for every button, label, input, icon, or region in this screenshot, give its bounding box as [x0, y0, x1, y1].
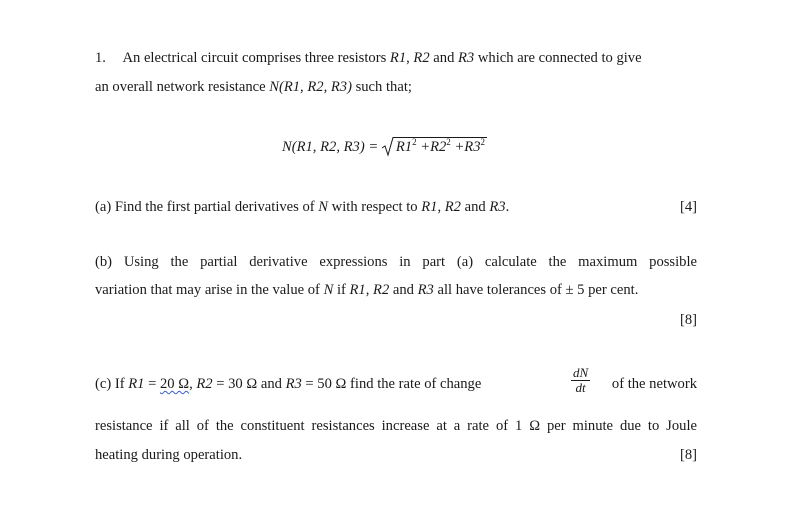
args: (R1, R2, R3): [278, 79, 352, 95]
intro-text-2-end: such that;: [351, 79, 412, 95]
var-r2: R2: [413, 50, 430, 66]
term-r3: +R3: [454, 139, 481, 155]
var-r1: R1: [349, 282, 366, 298]
radicand: [394, 137, 487, 156]
sep: ,: [406, 50, 414, 66]
intro-text-2: an overall network resistance: [95, 79, 270, 95]
and: and: [460, 199, 490, 215]
part-b-text: variation that may arise in the value of: [95, 282, 324, 298]
square-root: [382, 137, 487, 156]
part-c-text-end: heating during operation.: [95, 447, 243, 463]
part-a-text: (a) Find the first partial derivatives of: [95, 199, 319, 215]
var-r3: R3: [417, 282, 434, 298]
sep: ,: [437, 199, 445, 215]
question-intro-line-2: [95, 79, 697, 96]
equals: =: [144, 376, 160, 392]
part-c-line-3: [95, 447, 697, 464]
if: if: [333, 282, 350, 298]
frac-denominator: dt: [575, 380, 586, 395]
var-n: N: [318, 199, 329, 215]
derivative-fraction: [565, 366, 596, 395]
var-r2: R2: [373, 282, 390, 298]
part-a: [95, 199, 697, 216]
term-r1: R1: [395, 139, 413, 155]
and: and: [389, 282, 418, 298]
var-r2: R2: [196, 376, 213, 392]
exp-3: 2: [480, 137, 485, 147]
part-b-line-1: (b) Using the partial derivative expressions in part (a) calculate the maximum possible: [95, 254, 697, 270]
value-r1: 20 Ω: [159, 376, 190, 392]
network-equation: [282, 137, 487, 156]
equation-lhs: N(R1, R2, R3) =: [282, 139, 379, 155]
var-r3: R3: [285, 376, 302, 392]
sep: ,: [189, 376, 197, 392]
marks-c: [8]: [679, 447, 697, 463]
part-c-lead-end: of the network: [611, 376, 697, 392]
question-number: 1.: [95, 50, 106, 66]
part-c-line-1: [95, 366, 697, 406]
sep: ,: [365, 282, 374, 298]
var-r1: R1: [128, 376, 145, 392]
exp-2: 2: [446, 137, 451, 147]
intro-text-end: which are connected to give: [474, 50, 642, 66]
frac: [571, 366, 590, 395]
var-r1: R1: [389, 50, 407, 66]
period: .: [505, 199, 510, 215]
part-a-text-b: with respect to: [328, 199, 422, 215]
if-text: (c) If: [95, 376, 129, 392]
value-r3-text: = 50 Ω find the rate of change: [301, 376, 482, 392]
and: and: [429, 50, 459, 66]
value-r2-text: = 30 Ω and: [212, 376, 286, 392]
part-c-lead: [95, 376, 481, 393]
question-intro-line-1: [95, 50, 697, 67]
var-r1: R1: [421, 199, 438, 215]
part-b-line-2: [95, 282, 697, 299]
var-r3: R3: [458, 50, 475, 66]
marks-b: [8]: [679, 312, 697, 328]
intro-text: An electrical circuit comprises three resistors: [122, 50, 390, 66]
var-r3: R3: [489, 199, 506, 215]
var-r2: R2: [444, 199, 461, 215]
term-r2: +R2: [420, 139, 447, 155]
var-n: N: [323, 282, 334, 298]
marks-a: [4]: [679, 199, 697, 215]
radical-sign-icon: [382, 137, 394, 157]
var-n: N: [269, 79, 279, 95]
frac-numerator: dN: [573, 365, 589, 380]
exp-1: 2: [412, 137, 417, 147]
part-b-text-end: all have tolerances of ± 5 per cent.: [433, 282, 639, 298]
part-c-line-2: resistance if all of the constituent resistances increase at a rate of 1 Ω per minute due to Joule: [95, 418, 697, 434]
